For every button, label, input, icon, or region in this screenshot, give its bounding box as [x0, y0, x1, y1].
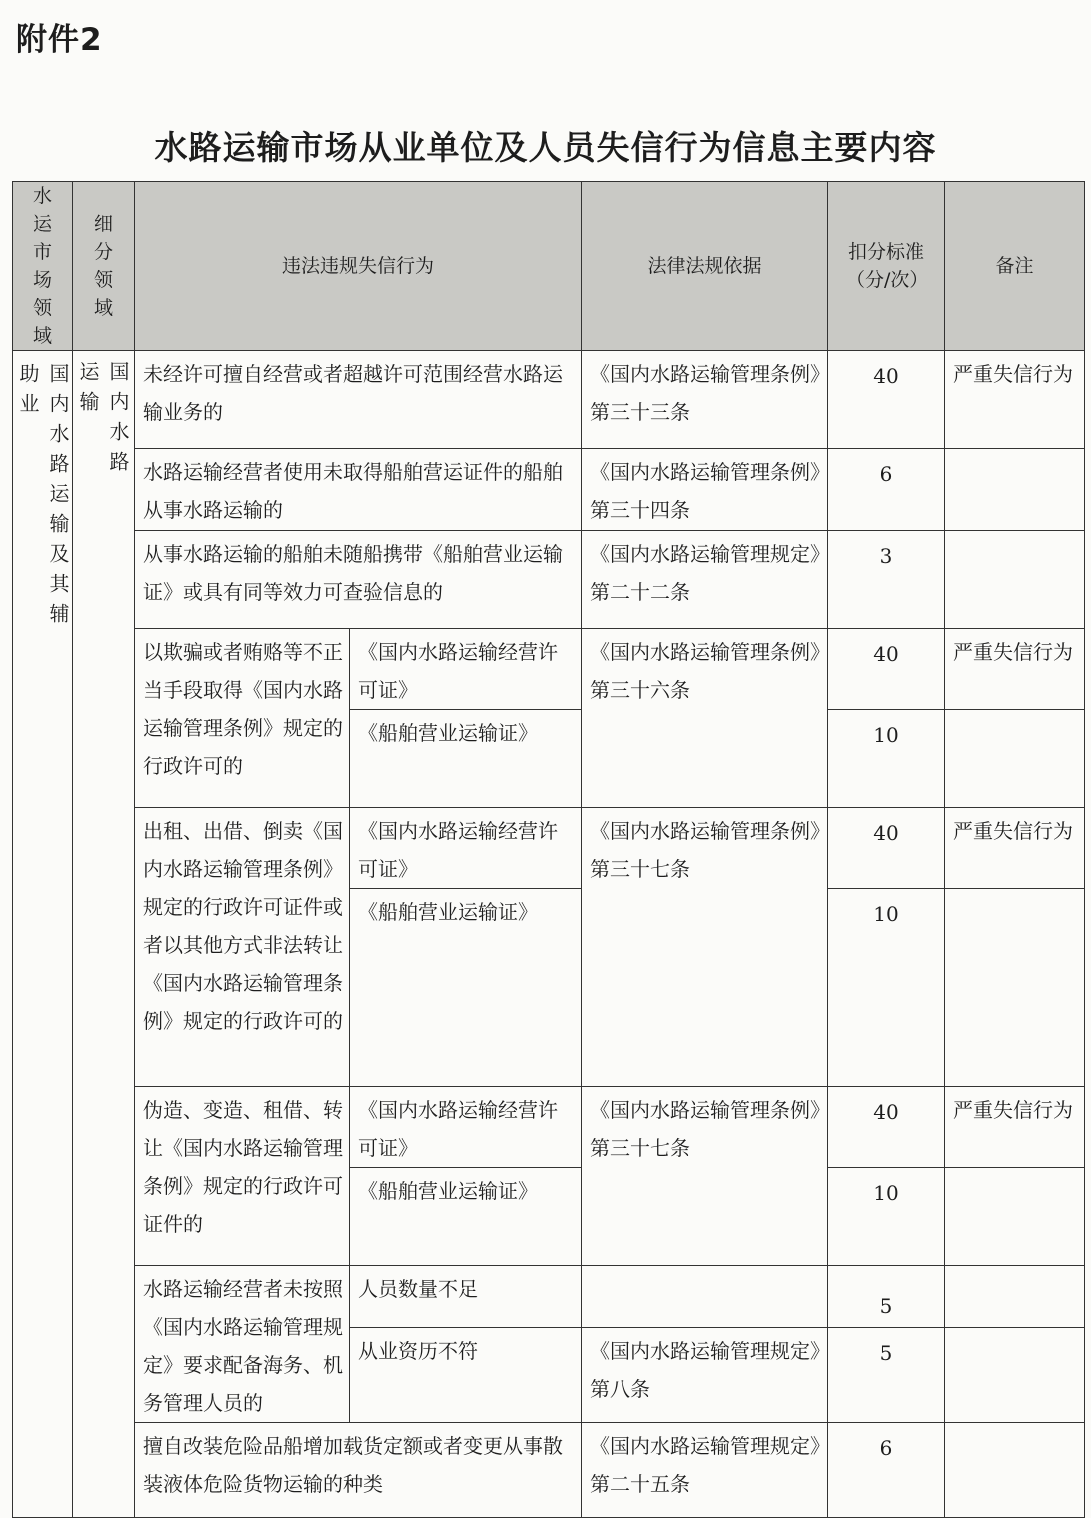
- table-row: [13, 449, 1085, 531]
- table-row: [13, 1266, 1085, 1328]
- header-row: [13, 182, 1085, 351]
- behavior-cell: 水路运输经营者未按照《国内水路运输管理规定》要求配备海务、机务管理人员的: [135, 1266, 350, 1423]
- law-cell: 《国内水路运输管理条例》第三十四条: [582, 449, 828, 531]
- sub-item-cell: 《船舶营业运输证》: [350, 1168, 582, 1266]
- note-cell: 严重失信行为: [945, 808, 1085, 889]
- law-cell: [582, 1266, 828, 1328]
- table-row: [13, 351, 1085, 449]
- header-market: 水运市场领域: [13, 182, 73, 351]
- subfield-text: 国内水路运输: [76, 361, 130, 481]
- note-cell: [945, 710, 1085, 808]
- behavior-cell: 从事水路运输的船舶未随船携带《船舶营业运输证》或具有同等效力可查验信息的: [135, 531, 582, 629]
- note-cell: [945, 449, 1085, 531]
- note-cell: [945, 1266, 1085, 1328]
- behavior-cell: 擅自改装危险品船增加载货定额或者变更从事散装液体危险货物运输的种类: [135, 1423, 582, 1518]
- score-cell: 5: [828, 1266, 945, 1328]
- law-cell: 《国内水路运输管理规定》第二十五条: [582, 1423, 828, 1518]
- note-cell: 严重失信行为: [945, 629, 1085, 710]
- table-row: [13, 531, 1085, 629]
- sub-item-cell: 从业资历不符: [350, 1327, 582, 1422]
- behavior-cell: 伪造、变造、租借、转让《国内水路运输管理条例》规定的行政许可证件的: [135, 1087, 350, 1266]
- market-field-text: 国内水路运输及其辅助业: [16, 363, 70, 633]
- sub-item-cell: 《国内水路运输经营许可证》: [350, 629, 582, 710]
- note-cell: [945, 889, 1085, 1087]
- score-cell: 3: [828, 531, 945, 629]
- score-cell: 10: [828, 1168, 945, 1266]
- header-subfield: 细分领域: [73, 182, 135, 351]
- score-cell: 40: [828, 629, 945, 710]
- subfield-cell: [73, 351, 135, 1518]
- law-cell: 《国内水路运输管理规定》第二十二条: [582, 531, 828, 629]
- table-row: [13, 1087, 1085, 1168]
- note-cell: 严重失信行为: [945, 1087, 1085, 1168]
- behavior-cell: 未经许可擅自经营或者超越许可范围经营水路运输业务的: [135, 351, 582, 449]
- score-cell: 40: [828, 351, 945, 449]
- sub-item-cell: 人员数量不足: [350, 1266, 582, 1328]
- score-cell: 6: [828, 449, 945, 531]
- sub-item-cell: 《国内水路运输经营许可证》: [350, 808, 582, 889]
- table-row: [13, 629, 1085, 710]
- header-note: 备注: [945, 182, 1085, 351]
- market-field-cell: [13, 351, 73, 1518]
- sub-item-cell: 《国内水路运输经营许可证》: [350, 1087, 582, 1168]
- score-cell: 5: [828, 1327, 945, 1422]
- header-score: 扣分标准（分/次）: [828, 182, 945, 351]
- note-cell: [945, 1423, 1085, 1518]
- header-behavior: 违法违规失信行为: [135, 182, 582, 351]
- behavior-cell: 以欺骗或者贿赂等不正当手段取得《国内水路运输管理条例》规定的行政许可的: [135, 629, 350, 808]
- table-row: [13, 808, 1085, 889]
- sub-item-cell: 《船舶营业运输证》: [350, 710, 582, 808]
- note-cell: [945, 1168, 1085, 1266]
- score-cell: 40: [828, 808, 945, 889]
- law-cell: 《国内水路运输管理条例》第三十七条: [582, 808, 828, 1087]
- credit-table: [12, 181, 1085, 1518]
- law-cell: 《国内水路运输管理规定》第八条: [582, 1327, 828, 1422]
- page-title: 水路运输市场从业单位及人员失信行为信息主要内容: [154, 128, 937, 167]
- score-cell: 10: [828, 710, 945, 808]
- score-cell: 10: [828, 889, 945, 1087]
- note-cell: 严重失信行为: [945, 351, 1085, 449]
- score-cell: 40: [828, 1087, 945, 1168]
- header-law: 法律法规依据: [582, 182, 828, 351]
- law-cell: 《国内水路运输管理条例》第三十六条: [582, 629, 828, 808]
- table-row: [13, 1423, 1085, 1518]
- law-cell: 《国内水路运输管理条例》第三十七条: [582, 1087, 828, 1266]
- note-cell: [945, 531, 1085, 629]
- score-cell: 6: [828, 1423, 945, 1518]
- law-cell: 《国内水路运输管理条例》第三十三条: [582, 351, 828, 449]
- behavior-cell: 水路运输经营者使用未取得船舶营运证件的船舶从事水路运输的: [135, 449, 582, 531]
- behavior-cell: 出租、出借、倒卖《国内水路运输管理条例》规定的行政许可证件或者以其他方式非法转让《国内水路运输管理条例》规定的行政许可的: [135, 808, 350, 1087]
- attachment-label: 附件2: [16, 22, 103, 58]
- sub-item-cell: 《船舶营业运输证》: [350, 889, 582, 1087]
- note-cell: [945, 1327, 1085, 1422]
